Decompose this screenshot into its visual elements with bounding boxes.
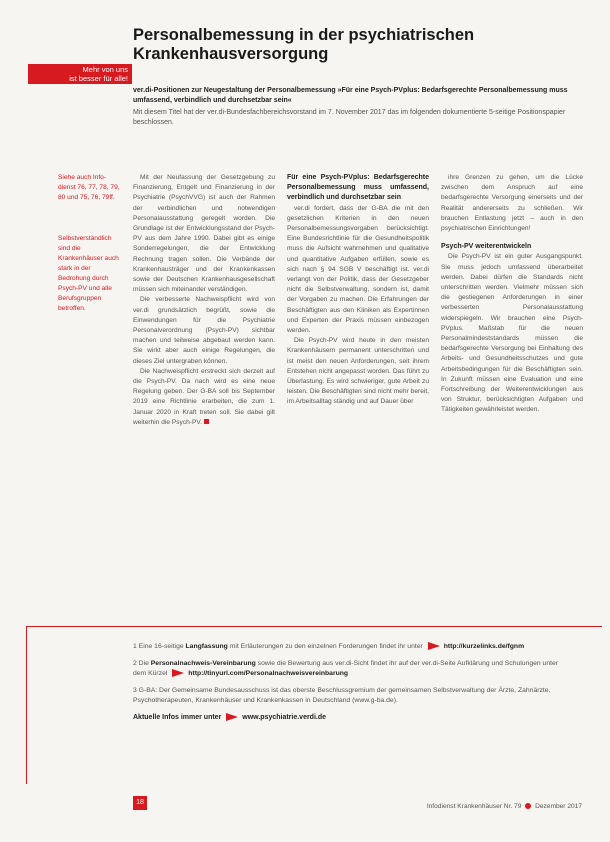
link-item-2-pre: 2 Die bbox=[133, 660, 151, 667]
link-item-2-bold: Personalnachweis-Vereinbarung bbox=[150, 660, 256, 667]
bullet-dot-icon bbox=[525, 803, 531, 809]
footer bbox=[340, 803, 582, 810]
arrow-right-icon bbox=[172, 669, 184, 677]
col1-paragraph-1: Mit der Neufassung der Gesetzgebung zu Finanzierung, Entgelt und Finanzierung in der Psychiatrie (PsychVVG) ist auch der Rahmen der verbindlichen und notwendigen Personalausstattung geregelt worden. Die Grundlage ist der Entwicklungsstand der Psych-PV aus dem Jahre 1990. Dabei gibt es einige Sonderregelungen, die der Entwicklung Rechnung tragen sollen. Die Verbände der Krankenhausträger und der Krankenkassen sowie der Deutschen Krankenhausgesellschaft müssen sich miteinander verständigen. bbox=[133, 174, 275, 294]
slogan-tag bbox=[28, 64, 132, 84]
col2-paragraph-1: ver.di fordert, dass der G-BA die mit den gesetzlichen Kriterien in den neuen Personalbemessungsvorgaben berücksichtigt. Eine Bundesrichtlinie für die Gesundheitspolitik muss die Aufsicht wahrnehmen und qualitative und quantitative Aufgaben erfüllen, sowie es sich nach § 94 SGB V beschäftigt ist. ver.di verlangt von der Politik, dass der Gesetzgeber nicht die Selbstverwaltung, sondern ist, damit der Vorgaben zu machen. Die Erfahrungen der Beschäftigten aus den Kliniken als Expertinnen und Experten der Praxis müssen einbezogen werden. bbox=[287, 204, 429, 335]
link-item-1 bbox=[133, 642, 573, 652]
col3-paragraph-2: Die Psych-PV ist ein guter Ausgangspunkt. Sie muss jedoch umfassend überarbeitet werden. Dabei dürfen die Standards nicht unterschritten werden. Vielmehr müssen sich die gestiegenen Anforderungen in einer verbesserten Personalausstattung widerspiegeln. Wir brauchen eine Psych-PVplus. Maßstab für die neuen Personalmindeststandards müssen die bedarfsgerechte Versorgung bei Einhaltung des Arbeits- und Gesundheitsschutzes und gute Arbeitsbedingungen für die Beschäftigten sein. In Zukunft müssen eine Evaluation und eine Fortschreibung der Weiterentwicklungen aus von Struktur, berücksichtigten Aufgaben und Tätigkeiten gewährleistet werden. bbox=[441, 253, 583, 414]
link-item-2-post: sowie die Bewertung aus ver.di-Sicht findet ihr auf der ver.di-Seite Aufklärung und Schulungen unter dem Kürzel bbox=[133, 660, 559, 677]
col1-paragraph-3-text: Die Nachweispflicht erstreckt sich derzeit auf die Psych-PV. Da nach wird es eine neue Regelung geben. Der G-BA soll bis September 2019 eine Richtlinie erarbeiten, die zum 1. Januar 2020 in Kraft treten soll. Sie dabei gilt weiterhin die Psych-PV. bbox=[133, 367, 275, 426]
arrow-right-icon bbox=[428, 642, 440, 650]
footer-date: Dezember 2017 bbox=[535, 803, 582, 810]
links-list bbox=[133, 642, 573, 730]
link-url-2[interactable]: http://tinyurl.com/Personalnachweisvereinbarung bbox=[188, 670, 349, 677]
intro-block bbox=[133, 86, 573, 128]
link-item-1-pre: 1 Eine 16-seitige bbox=[133, 643, 186, 650]
text-column-1 bbox=[133, 173, 275, 428]
slogan-line-2: ist besser für alle! bbox=[69, 74, 128, 83]
current-info-label: Aktuelle Infos immer unter bbox=[133, 714, 222, 721]
sidenote-references: Siehe auch Info-dienst 76, 77, 78, 79, 80 und 75, 76, 79ff. bbox=[58, 174, 120, 201]
intro-lead: ver.di-Positionen zur Neugestaltung der Personalbemessung »Für eine Psych-PVplus: Bedarfsgerechte Personalbemessung muss umfassend, verbindlich und durchsetzbar sein« bbox=[133, 87, 568, 104]
col2-paragraph-2: Die Psych-PV wird heute in den meisten Krankenhäusern permanent unterschritten und ist meist den neuen Anforderungen, seit ihrem Entstehen nicht angepasst worden. Das führt zu Überlastung. Es wird schwieriger, gute Arbeit zu leisten. Die Beschäftigten sind nicht mehr bereit, im Arbeitsalltag ständig und auf Dauer über bbox=[287, 337, 429, 406]
page-number: 18 bbox=[133, 796, 147, 810]
col3-heading: Psych-PV weiterentwickeln bbox=[441, 243, 532, 251]
arrow-right-icon bbox=[226, 713, 238, 721]
current-info-url[interactable]: www.psychiatrie.verdi.de bbox=[242, 714, 327, 721]
intro-body: Mit diesem Titel hat der ver.di-Bundesfachbereichsvorstand im 7. November 2017 das im folgenden dokumentierte 5-seitige Positionspapier beschlossen. bbox=[133, 109, 566, 126]
link-url-1[interactable]: http://kurzelinks.de/fgnm bbox=[443, 643, 525, 650]
col1-paragraph-3 bbox=[133, 367, 275, 428]
link-item-1-post: mit Erläuterungen zu den einzelnen Forderungen findet ihr unter bbox=[227, 643, 423, 650]
link-item-2 bbox=[133, 659, 573, 679]
col1-paragraph-2: Die verbesserte Nachweispflicht wird von ver.di grundsätzlich begrüßt, sowie die Einwendungen für die Psychiatrie Personalverordnung (Psych-PV) sichtbar machen und teilweise abgebaut werden kann. Sie wirkt aber auch einige Regelungen, die dieses Ziel untergraben können. bbox=[133, 296, 275, 365]
page-title: Personalbemessung in der psychiatrischen Krankenhausversorgung bbox=[133, 26, 475, 63]
current-info bbox=[133, 713, 573, 723]
link-item-3: 3 G-BA: Der Gemeinsame Bundesausschuss ist das oberste Beschlussgremium der gemeinsamen Selbstverwaltung der Ärzte, Zahnärzte, Psychotherapeuten, Krankenhäuser und Krankenkassen in Deutschland (www.g-ba.de). bbox=[133, 687, 551, 704]
col3-paragraph-1: ihre Grenzen zu gehen, um die Lücke zwischen dem Anspruch auf eine bedarfsgerechte Versorgung einerseits und der Realität andererseits zu schließen. Wir brauchen Entlastung jetzt – auch in den psychiatrischen Einrichtungen! bbox=[441, 174, 583, 233]
slogan-line-1: Mehr von uns bbox=[82, 65, 128, 74]
col2-heading: Für eine Psych-PVplus: Bedarfsgerechte Personalbemessung muss umfassend, verbindlich und durchsetzbar sein bbox=[287, 174, 429, 202]
text-column-3 bbox=[441, 173, 583, 416]
link-item-1-bold: Langfassung bbox=[185, 643, 228, 650]
end-mark-icon bbox=[204, 419, 209, 424]
sidenote-hospitals: Selbstverständlich sind die Krankenhäuser auch stark in der Bedrohung durch Psych-PV und alle Berufsgruppen betroffen. bbox=[58, 235, 119, 312]
footer-publication: Infodienst Krankenhäuser Nr. 79 bbox=[426, 803, 522, 810]
text-column-2 bbox=[287, 173, 429, 408]
